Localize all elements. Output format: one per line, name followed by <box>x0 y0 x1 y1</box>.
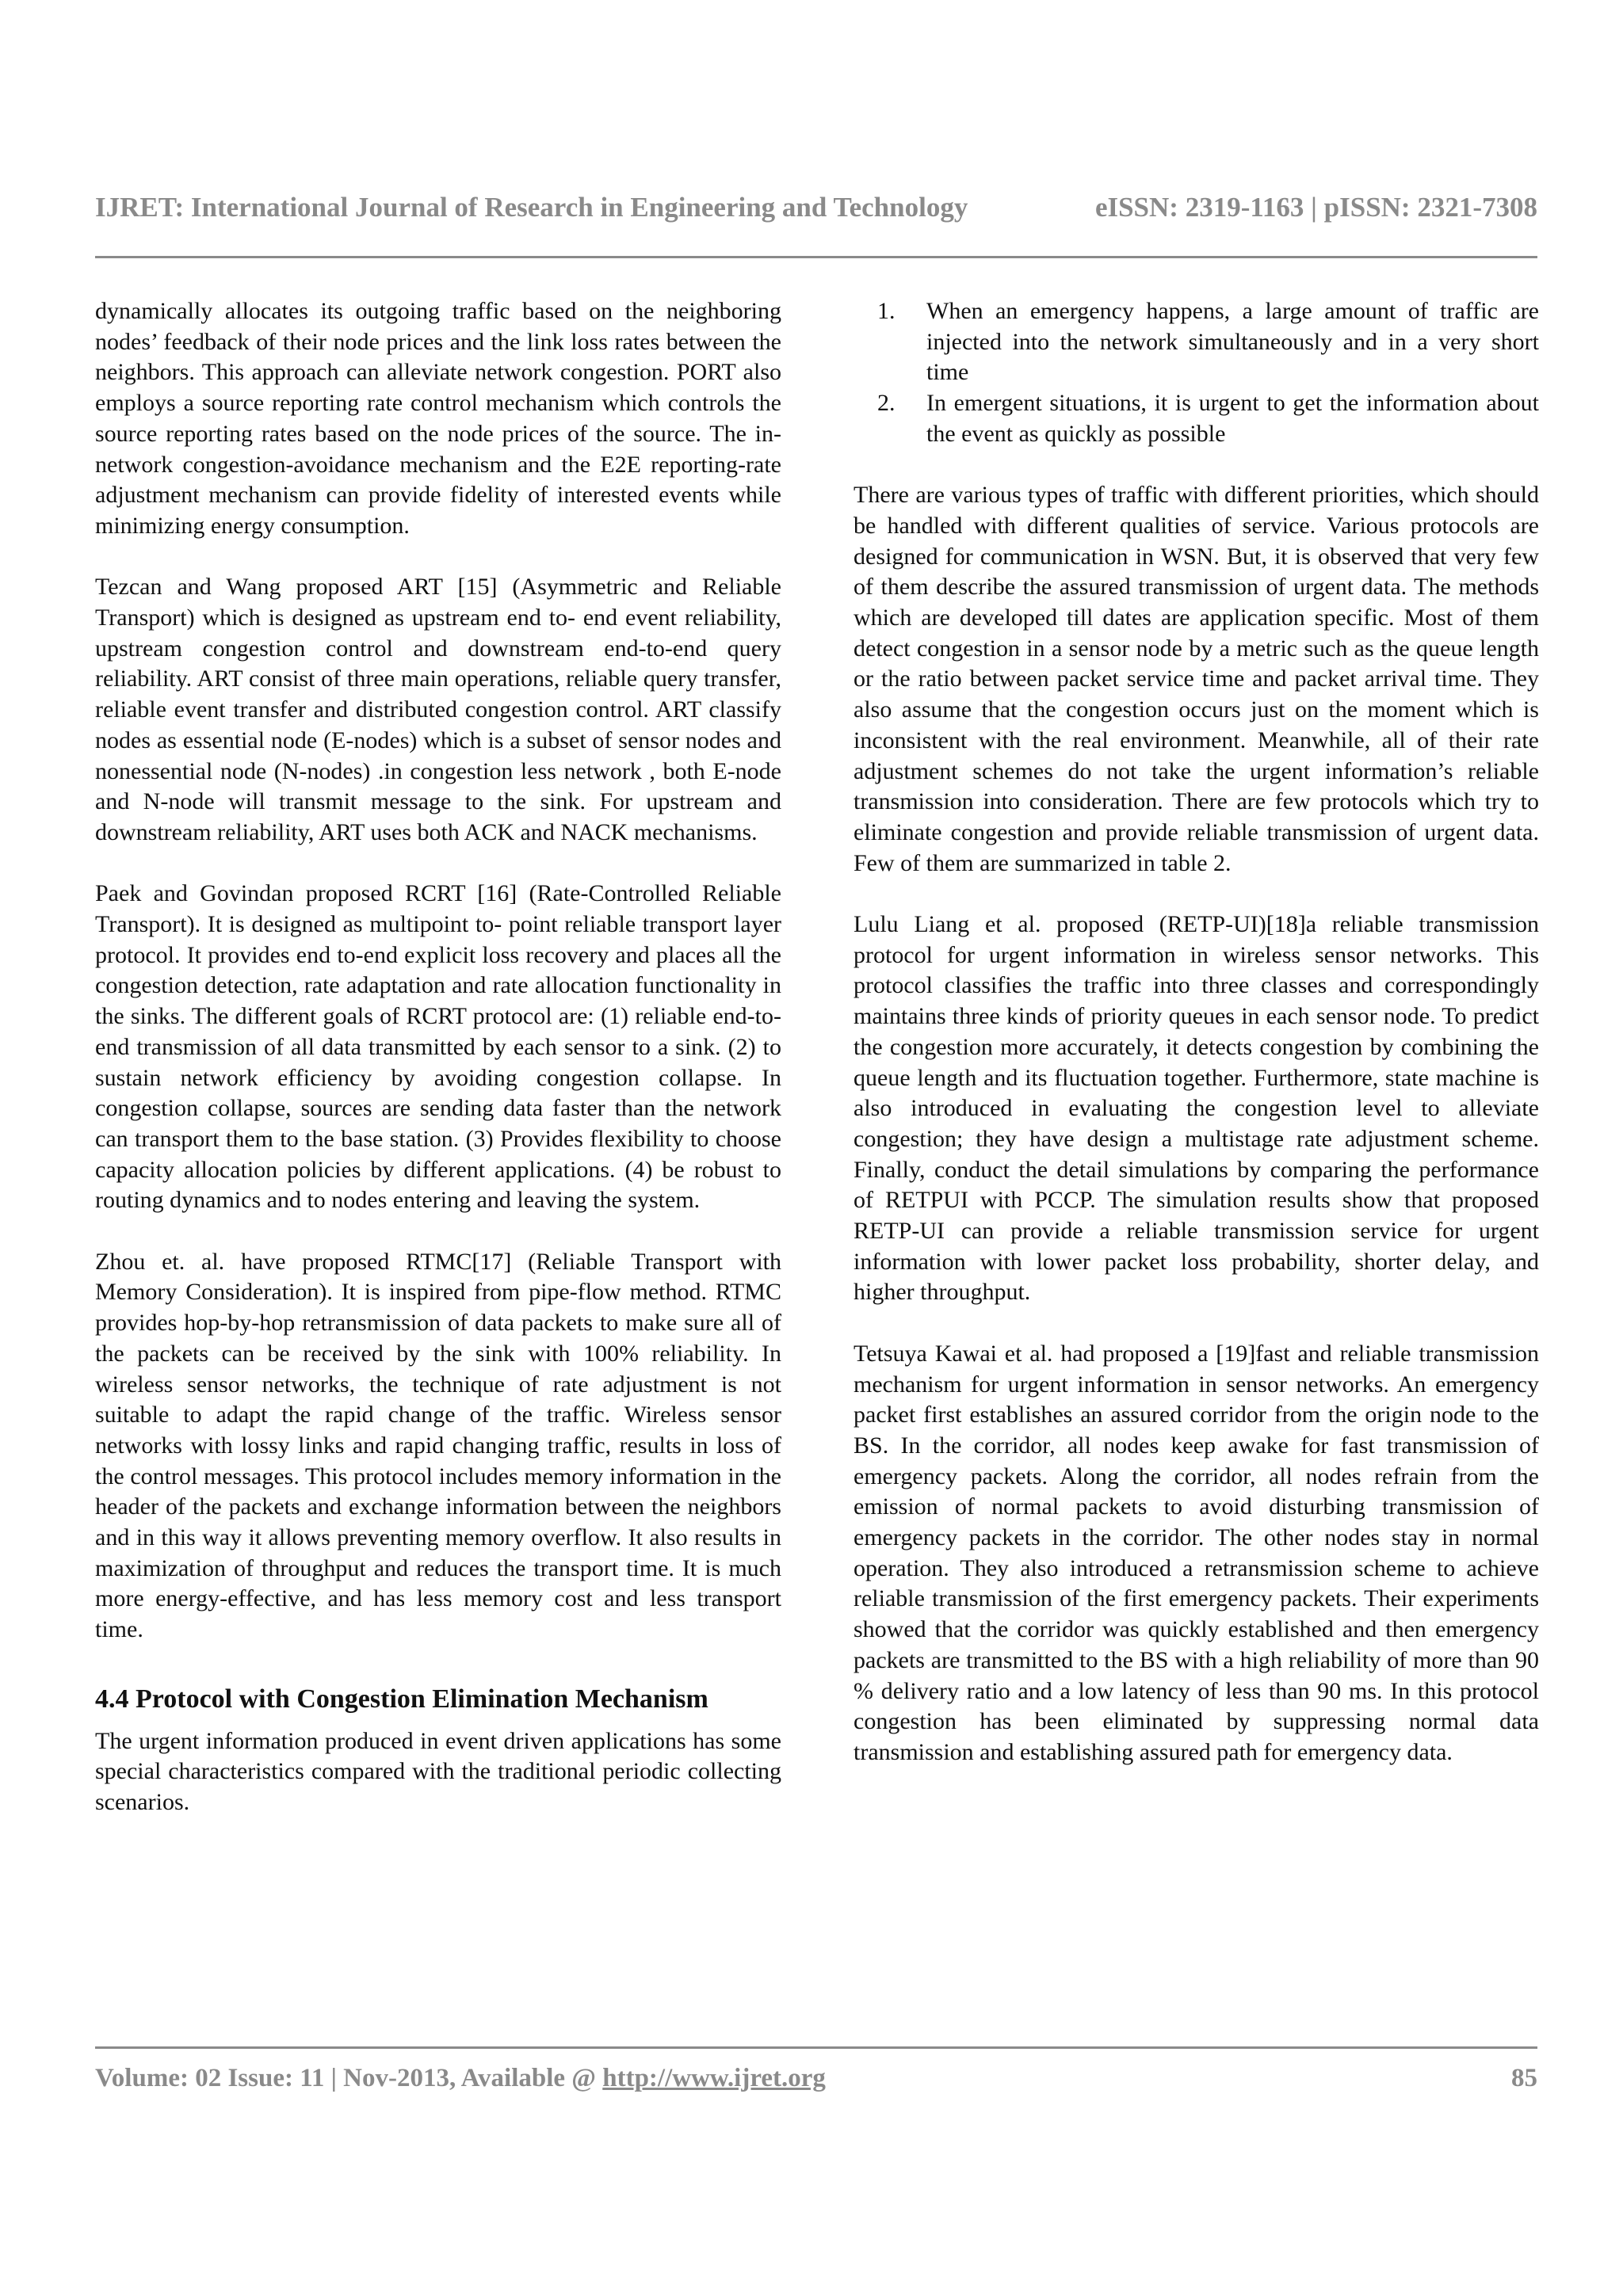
issn-info: eISSN: 2319-1163 | pISSN: 2321-7308 <box>1094 192 1537 223</box>
paragraph-rcrt: Paek and Govindan proposed RCRT [16] (Rate-Controlled Reliable Transport). It is designed as multipoint to- point reliable transport layer protocol. It provides end to-end explicit loss recovery and places all the congestion detection, rate adaptation and rate allocation functionality in the sinks. The different goals of RCRT protocol are: (1) reliable end-to-end transmission of all data transmitted by each sensor to a sink. (2) to sustain network efficiency by avoiding congestion collapse. In congestion collapse, sources are sending data faster than the network can transport them to the base station. (3) Provides flexibility to choose capacity allocation policies by different applications. (4) be robust to routing dynamics and to nodes entering and leaving the system. <box>95 880 781 1214</box>
volume-text: Volume: 02 Issue: 11 | Nov-2013, Available @ <box>95 2064 603 2092</box>
characteristics-list <box>854 296 1539 450</box>
footer-divider <box>95 2046 1537 2049</box>
list-text: When an emergency happens, a large amount of traffic are injected into the network simultaneously and in a very short time <box>926 298 1539 386</box>
paragraph-urgent-info: The urgent information produced in event driven applications has some special characteristics compared with the traditional periodic collecting scenarios. <box>95 1727 781 1815</box>
left-column <box>95 296 781 1818</box>
journal-title: IJRET: International Journal of Research in Engineering and Technology <box>95 192 968 223</box>
paragraph-retp-ui: Lulu Liang et al. proposed (RETP-UI)[18]a reliable transmission protocol for urgent information in wireless sensor networks. This protocol classifies the traffic into three classes and correspondingly maintains three kinds of priority queues in each sensor node. To predict the congestion more accurately, it detects congestion by combining the queue length and its fluctuation together. Furthermore, state machine is also introduced in evaluating the congestion level to alleviate congestion; they have design a multistage rate adjustment scheme. Finally, conduct the detail simulations by comparing the performance of RETPUI with PCCP. The simulation results show that proposed RETP-UI can provide a reliable transmission service for urgent information with lower packet loss probability, shorter delay, and higher throughput. <box>854 911 1539 1306</box>
list-number: 1. <box>877 298 896 324</box>
list-item <box>854 388 1539 449</box>
page-footer <box>95 2064 1537 2093</box>
page-number: 85 <box>1511 2064 1537 2092</box>
header-divider <box>95 256 1537 258</box>
list-item <box>854 296 1539 388</box>
paragraph-port: dynamically allocates its outgoing traffic based on the neighboring nodes’ feedback of their node prices and the link loss rates between the neighbors. This approach can alleviate network congestion. PORT also employs a source reporting rate control mechanism which controls the source reporting rates based on the node prices of the source. The in-network congestion-avoidance mechanism and the E2E reporting-rate adjustment mechanism can provide fidelity of interested events while minimizing energy consumption. <box>95 298 781 539</box>
list-number: 2. <box>877 390 896 417</box>
section-heading: 4.4 Protocol with Congestion Elimination Mechanism <box>95 1684 708 1714</box>
paragraph-kawai: Tetsuya Kawai et al. had proposed a [19]fast and reliable transmission mechanism for urgent information in sensor networks. An emergency packet first establishes an assured corridor from the origin node to the BS. In the corridor, all nodes keep awake for fast transmission of emergency packets. Along the corridor, all nodes refrain from the emission of normal packets to avoid disturbing transmission of emergency packets in the corridor. The other nodes stay in normal operation. They also introduced a retransmission scheme to achieve reliable transmission of the first emergency packets. Their experiments showed that the corridor was quickly established and then emergency packets are transmitted to the BS with a high reliability of more than 90 % delivery ratio and a low latency of less than 90 ms. In this protocol congestion has been eliminated by suppressing normal data transmission and establishing assured path for emergency data. <box>854 1340 1539 1765</box>
right-column <box>854 296 1539 1768</box>
volume-info <box>95 2064 826 2093</box>
paragraph-rtmc: Zhou et. al. have proposed RTMC[17] (Reliable Transport with Memory Consideration). It is inspired from pipe-flow method. RTMC provides hop-by-hop retransmission of data packets to make sure all of the packets can be received by the sink with 100% reliability. In wireless sensor networks, the technique of rate adjustment is not suitable to adapt the rapid change of the traffic. Wireless sensor networks with lossy links and rapid changing traffic, results in loss of the control messages. This protocol includes memory information in the header of the packets and exchange information between the neighbors and in this way it allows preventing memory overflow. It also results in maximization of throughput and reduces the transport time. It is much more energy-effective, and has less memory cost and less transport time. <box>95 1248 781 1643</box>
paragraph-art: Tezcan and Wang proposed ART [15] (Asymmetric and Reliable Transport) which is designed as upstream end to- end event reliability, upstream congestion control and downstream end-to-end query reliability. ART consist of three main operations, reliable query transfer, reliable event transfer and distributed congestion control. ART classify nodes as essential node (E-nodes) which is a subset of sensor nodes and nonessential node (N-nodes) .in congestion less network , both E-node and N-node will transmit message to the sink. For upstream and downstream reliability, ART uses both ACK and NACK mechanisms. <box>95 574 781 845</box>
list-text: In emergent situations, it is urgent to get the information about the event as quickly as possible <box>926 390 1539 447</box>
paragraph-traffic-types: There are various types of traffic with different priorities, which should be handled with different qualities of service. Various protocols are designed for communication in WSN. But, it is observed that very few of them describe the assured transmission of urgent data. The methods which are developed till dates are application specific. Most of them detect congestion in a sensor node by a metric such as the queue length or the ratio between packet service time and packet arrival time. They also assume that the congestion occurs just on the moment which is inconsistent with the real environment. Meanwhile, all of their rate adjustment schemes do not take the urgent information’s reliable transmission into consideration. There are few protocols which try to eliminate congestion and provide reliable transmission of urgent data. Few of them are summarized in table 2. <box>854 482 1539 876</box>
page-header <box>95 192 1537 223</box>
journal-link[interactable]: http://www.ijret.org <box>602 2064 826 2092</box>
